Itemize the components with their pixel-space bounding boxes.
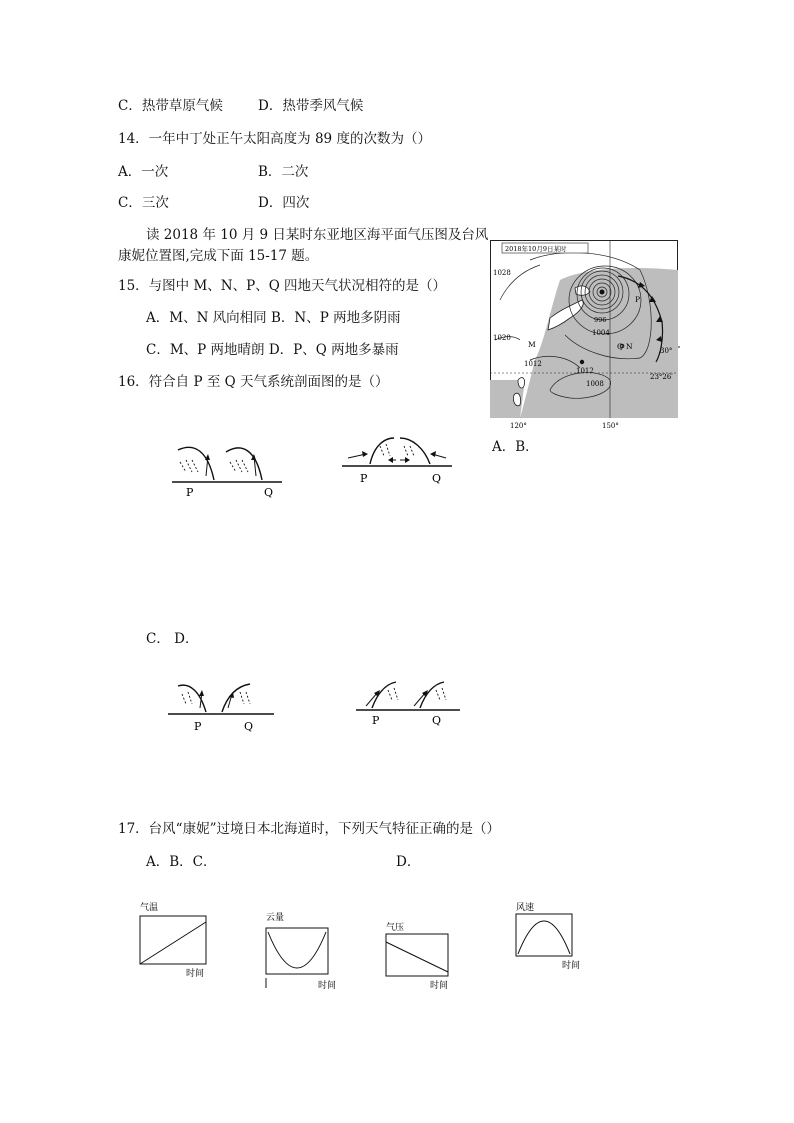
graph-a-ylabel: 气温 — [140, 903, 159, 913]
intro-line-2: 康妮位置图,完成下面 15-17 题。 — [118, 248, 319, 264]
q16a-q-label: Q — [264, 486, 274, 499]
graph-b-ylabel: 云量 — [266, 913, 285, 923]
q15-options-cd: C．M、P 两地晴朗 D．P、Q 两地多暴雨 — [146, 342, 399, 358]
q16a-p-label: P — [186, 486, 194, 499]
q17-graph-temperature — [136, 898, 216, 982]
q16d-q-label: Q — [432, 714, 442, 727]
isobar-label-1004: 1004 — [592, 329, 610, 337]
q16b-q-label: Q — [432, 472, 442, 485]
q17-label-d: D． — [396, 854, 421, 870]
lat-label-23-26: 23°26′ — [650, 373, 673, 381]
q14-option-d: D．四次 — [258, 195, 310, 211]
q17-labels-abc: A．B．C． — [146, 854, 217, 870]
q16c-q-label: Q — [244, 720, 254, 733]
q15-options-ab: A．M、N 风向相同 B．N、P 两地多阴雨 — [146, 310, 401, 326]
q14-option-c: C．三次 — [118, 195, 169, 211]
q16-labels-cd: C． D． — [146, 631, 199, 647]
isobar-label-1008: 1008 — [586, 380, 604, 388]
graph-c-ylabel: 气压 — [386, 923, 405, 933]
intro-line-1: 读 2018 年 10 月 9 日某时东亚地区海平面气压图及台风 — [146, 227, 489, 243]
lat-label-30: 30° — [660, 347, 673, 355]
isobar-label-1020: 1020 — [493, 334, 511, 342]
graph-c-xlabel: 时间 — [430, 981, 449, 991]
q16-diagram-c — [166, 672, 276, 742]
pressure-map — [490, 240, 680, 434]
map-point-n: N — [626, 342, 633, 351]
isobar-label-1012-west: 1012 — [524, 360, 542, 368]
q13-option-d: D．热带季风气候 — [258, 98, 364, 114]
pressure-map-svg — [490, 240, 680, 430]
isobar-label-1028: 1028 — [493, 269, 511, 277]
lon-label-120: 120° — [510, 422, 527, 430]
graph-b-xlabel: 时间 — [318, 981, 337, 991]
q17-graph-windspeed — [512, 898, 588, 978]
graph-d-xlabel: 时间 — [562, 961, 581, 971]
lon-label-150: 150° — [602, 422, 619, 430]
q16-stem: 16．符合自 P 至 Q 天气系统剖面图的是（） — [118, 374, 389, 390]
q16b-p-label: P — [360, 472, 368, 485]
graph-d-ylabel: 风速 — [516, 903, 535, 913]
isobar-label-996: 996 — [594, 316, 607, 324]
q15-stem: 15．与图中 M、N、P、Q 四地天气状况相符的是（） — [118, 278, 447, 294]
q16-diagram-a — [170, 432, 285, 506]
q16-diagram-b — [340, 428, 455, 498]
map-point-p: P — [635, 295, 641, 304]
q17-stem: 17．台风“康妮”过境日本北海道时，下列天气特征正确的是（） — [118, 821, 500, 837]
q16-diagram-d — [354, 672, 464, 742]
q14-option-a: A．一次 — [118, 164, 169, 180]
q14-stem: 14．一年中丁处正午太阳高度为 89 度的次数为（） — [118, 131, 431, 147]
q16d-p-label: P — [372, 714, 380, 727]
q13-option-c: C．热带草原气候 — [118, 98, 223, 114]
map-point-q: Q — [617, 342, 624, 351]
q17-graph-cloud — [262, 908, 346, 996]
isobar-label-1012-east: 1012 — [576, 367, 594, 375]
q16c-p-label: P — [194, 720, 202, 733]
map-point-m: M — [528, 340, 536, 349]
graph-a-xlabel: 时间 — [186, 969, 205, 978]
q17-graph-pressure — [384, 918, 464, 998]
q14-option-b: B．二次 — [258, 164, 309, 180]
map-answer-labels: A．B． — [492, 439, 539, 455]
map-title: 2018年10月9日某时 — [505, 245, 567, 253]
